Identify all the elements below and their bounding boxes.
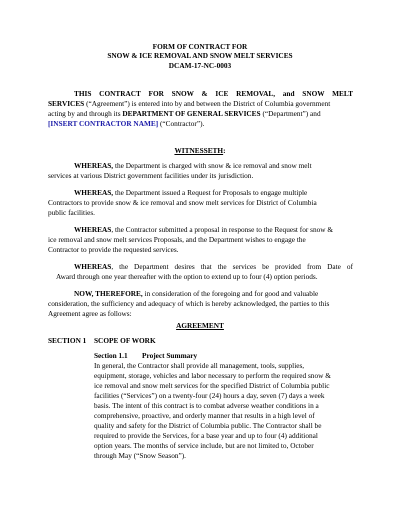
now-therefore-lead: NOW, THEREFORE, bbox=[74, 289, 143, 298]
whereas-1-text: the Department is charged with snow & ice removal and snow melt bbox=[113, 161, 312, 170]
whereas-2-lead: WHEREAS, bbox=[74, 188, 114, 197]
section-1-1-line: option years. The months of service include, but are not limited to, October bbox=[94, 441, 314, 450]
whereas-2-line-1 bbox=[74, 188, 307, 197]
whereas-4-lead: WHEREAS bbox=[74, 262, 112, 271]
intro-services-bold: SERVICES bbox=[48, 99, 85, 108]
intro-line-3-pre: acting by and through its bbox=[48, 109, 123, 118]
section-1-1-line: through May (“Snow Season”). bbox=[94, 451, 187, 460]
whereas-2-text: the Department issued a Request for Proposals to engage multiple bbox=[113, 188, 308, 197]
whereas-1-lead: WHEREAS, bbox=[74, 161, 114, 170]
now-therefore-text: in consideration of the foregoing and for good and valuable bbox=[142, 289, 319, 298]
witnesseth-heading bbox=[0, 146, 400, 155]
section-1-1-title: Project Summary bbox=[142, 351, 198, 360]
now-therefore-line-3: Agreement agree as follows: bbox=[48, 309, 132, 318]
section-1-1-line: basis. The intent of this contract is to combat adverse weather conditions in a bbox=[94, 401, 319, 410]
intro-line-1: THIS CONTRACT FOR SNOW & ICE REMOVAL, and SNOW MELT bbox=[74, 89, 353, 98]
witnesseth-colon: : bbox=[223, 146, 226, 155]
intro-line-4 bbox=[48, 119, 204, 128]
intro-line-2-text: (“Agreement”) is entered into by and between the District of Columbia government bbox=[84, 99, 331, 108]
now-therefore-line-2: consideration, the sufficiency and adequacy of which is hereby acknowledged, the parties to this bbox=[48, 299, 330, 308]
whereas-3-lead: WHEREAS bbox=[74, 225, 112, 234]
whereas-1-line-2: services at various District government facilities under its jurisdiction. bbox=[48, 171, 254, 180]
section-1-1-line: comprehensive, proactive, and orderly manner that results in a high level of bbox=[94, 411, 315, 420]
whereas-3-line-2: ice removal and snow melt services Proposals, and the Department wishes to engage the bbox=[48, 235, 306, 244]
now-therefore-line-1 bbox=[74, 289, 318, 298]
whereas-1-line-1 bbox=[74, 161, 312, 170]
whereas-4-line-2: Award through one year thereafter with the option to extend up to four (4) option periods. bbox=[56, 272, 318, 281]
section-1-1-number: Section 1.1 bbox=[94, 351, 128, 360]
contractor-name-placeholder: [INSERT CONTRACTOR NAME] bbox=[48, 119, 159, 128]
intro-line-3 bbox=[48, 109, 321, 118]
doc-title-line-1: FORM OF CONTRACT FOR bbox=[152, 42, 248, 51]
witnesseth-text: WITNESSETH bbox=[174, 146, 224, 155]
section-1-title: SCOPE OF WORK bbox=[94, 336, 156, 345]
whereas-2-line-3: public facilities. bbox=[48, 208, 96, 217]
section-1-1-line: equipment, storage, vehicles and labor necessary to perform the required snow & bbox=[94, 371, 331, 380]
section-1-1-line: quality and safety for the District of Columbia public. The Contractor shall be bbox=[94, 421, 322, 430]
intro-line-2 bbox=[48, 99, 330, 108]
doc-title-line-2: SNOW & ICE REMOVAL AND SNOW MELT SERVICES bbox=[107, 51, 293, 60]
section-1-1-line: facilities (“Services”) on a twenty-four (24) hours a day, seven (7) days a week bbox=[94, 391, 325, 400]
agreement-heading: AGREEMENT bbox=[176, 321, 224, 330]
doc-title-contract-number: DCAM-17-NC-0003 bbox=[168, 61, 232, 70]
section-1-1-line: In general, the Contractor shall provide all management, tools, supplies, bbox=[94, 361, 305, 370]
whereas-3-line-3: Contractor to provide the requested services. bbox=[48, 245, 179, 254]
whereas-4-text: , the Department desires that the services be provided from Date of bbox=[111, 262, 353, 271]
section-1-number: SECTION 1 bbox=[48, 336, 87, 345]
section-1-1-line: required to provide the Services, for a base year and up to four (4) additional bbox=[94, 431, 318, 440]
section-1-1-line: ice removal and snow melt services for the specified District of Columbia public bbox=[94, 381, 330, 390]
intro-line-3-post: (“Department”) and bbox=[260, 109, 321, 118]
department-name: DEPARTMENT OF GENERAL SERVICES bbox=[122, 109, 261, 118]
whereas-2-line-2: Contractors to provide snow & ice removal and snow melt services for District of Columbia bbox=[48, 198, 317, 207]
whereas-3-text: , the Contractor submitted a proposal in response to the Request for snow & bbox=[111, 225, 334, 234]
intro-line-4-post: (“Contractor”). bbox=[158, 119, 205, 128]
whereas-3-line-1 bbox=[74, 225, 333, 234]
whereas-4-line-1 bbox=[74, 262, 353, 271]
